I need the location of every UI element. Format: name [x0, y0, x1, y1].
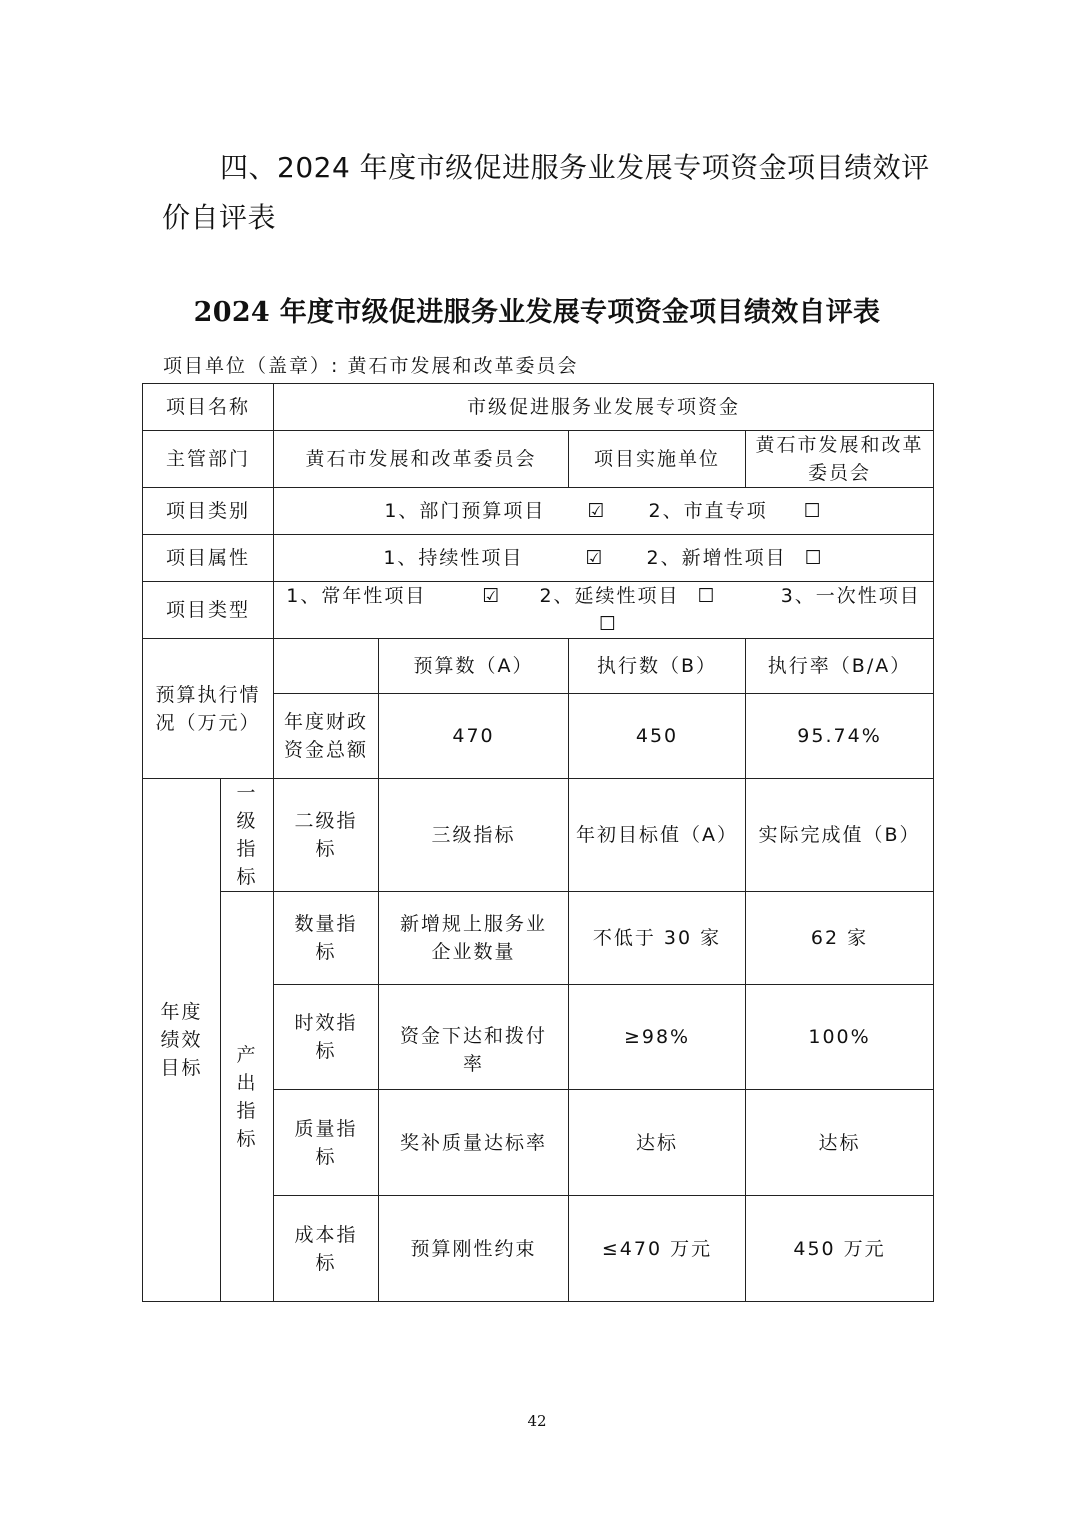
header-actual: 实际完成值（B）	[746, 779, 934, 892]
category-option-1: 1、部门预算项目	[384, 500, 546, 522]
budget-value-rate: 95.74%	[746, 694, 934, 779]
checked-box-icon: ☑	[585, 547, 605, 569]
level3-cell: 奖补质量达标率	[379, 1090, 569, 1196]
level3-cell: 新增规上服务业企业数量	[379, 892, 569, 985]
header-level3: 三级指标	[379, 779, 569, 892]
project-name-value: 市级促进服务业发展专项资金	[274, 384, 934, 431]
target-cell: 不低于 30 家	[569, 892, 746, 985]
attribute-options	[274, 535, 934, 582]
dept-label: 主管部门	[143, 431, 274, 488]
level2-cell: 成本指标	[274, 1196, 379, 1302]
impl-unit-value: 黄石市发展和改革委员会	[746, 431, 934, 488]
budget-label: 预算执行情况（万元）	[143, 639, 274, 779]
project-unit-line: 项目单位（盖章）: 黄石市发展和改革委员会	[163, 355, 579, 377]
level2-cell: 数量指标	[274, 892, 379, 985]
section-heading: 四、2024 年度市级促进服务业发展专项资金项目绩效评价自评表	[162, 151, 930, 234]
table-title: 2024 年度市级促进服务业发展专项资金项目绩效自评表	[193, 297, 881, 328]
header-level1: 一级指标	[221, 779, 274, 892]
attribute-label: 项目属性	[143, 535, 274, 582]
checked-box-icon: ☑	[587, 500, 607, 522]
type-option-2: 2、延续性项目	[539, 585, 680, 607]
target-cell: 达标	[569, 1090, 746, 1196]
category-label: 项目类别	[143, 488, 274, 535]
unchecked-box-icon: ☐	[803, 500, 823, 522]
budget-header-rate: 执行率（B/A）	[746, 639, 934, 694]
budget-header-b: 执行数（B）	[569, 639, 746, 694]
type-option-1: 1、常年性项目	[286, 585, 427, 607]
row-performance-header	[143, 779, 934, 892]
budget-row-label: 年度财政资金总额	[274, 694, 379, 779]
header-level2: 二级指标	[274, 779, 379, 892]
page-number: 42	[527, 1412, 547, 1430]
actual-cell: 达标	[746, 1090, 934, 1196]
row-attribute	[143, 535, 934, 582]
type-options	[274, 582, 934, 639]
level2-cell: 质量指标	[274, 1090, 379, 1196]
dept-value: 黄石市发展和改革委员会	[274, 431, 569, 488]
type-option-3: 3、一次性项目	[780, 585, 921, 607]
actual-cell: 450 万元	[746, 1196, 934, 1302]
attribute-option-1: 1、持续性项目	[383, 547, 524, 569]
budget-value-a: 470	[379, 694, 569, 779]
budget-header-a: 预算数（A）	[379, 639, 569, 694]
evaluation-table	[142, 383, 934, 1302]
row-department	[143, 431, 934, 488]
checked-box-icon: ☑	[482, 585, 502, 607]
level1-output-indicator: 产出指标	[221, 892, 274, 1302]
row-budget-header	[143, 639, 934, 694]
project-name-label: 项目名称	[143, 384, 274, 431]
level3-cell: 预算刚性约束	[379, 1196, 569, 1302]
unchecked-box-icon: ☐	[599, 613, 619, 635]
performance-label: 年度绩效目标	[143, 779, 221, 1302]
budget-empty-cell	[274, 639, 379, 694]
type-label: 项目类型	[143, 582, 274, 639]
actual-cell: 100%	[746, 985, 934, 1090]
row-project-name	[143, 384, 934, 431]
level3-cell: 资金下达和拨付率	[379, 985, 569, 1090]
actual-cell: 62 家	[746, 892, 934, 985]
unchecked-box-icon: ☐	[697, 585, 717, 607]
target-cell: ≤470 万元	[569, 1196, 746, 1302]
category-option-2: 2、市直专项	[648, 500, 768, 522]
attribute-option-2: 2、新增性项目	[646, 547, 787, 569]
impl-unit-label: 项目实施单位	[569, 431, 746, 488]
row-category	[143, 488, 934, 535]
table-row	[143, 892, 934, 985]
header-target: 年初目标值（A）	[569, 779, 746, 892]
budget-value-b: 450	[569, 694, 746, 779]
target-cell: ≥98%	[569, 985, 746, 1090]
level2-cell: 时效指标	[274, 985, 379, 1090]
row-type	[143, 582, 934, 639]
category-options	[274, 488, 934, 535]
unchecked-box-icon: ☐	[804, 547, 824, 569]
